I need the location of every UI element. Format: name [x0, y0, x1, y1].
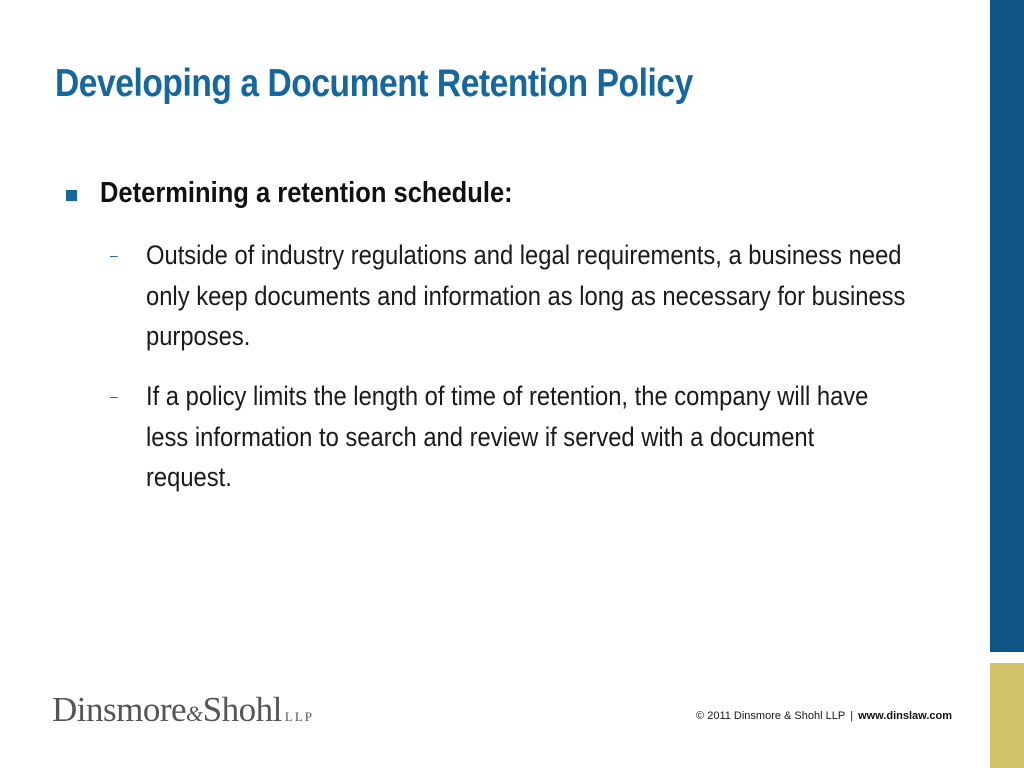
footer-separator: | — [850, 710, 854, 722]
logo-suffix: LLP — [284, 709, 314, 724]
slide-title: Developing a Document Retention Policy — [55, 62, 693, 105]
dash-marker: – — [110, 388, 118, 404]
copyright-text: © 2011 Dinsmore & Shohl LLP — [696, 710, 846, 722]
logo-name-part1: Dinsmore — [52, 690, 187, 729]
logo-name-part2: Shohl — [202, 690, 282, 729]
company-logo — [52, 690, 314, 730]
logo-ampersand: & — [186, 701, 203, 726]
sub-bullet-text: Outside of industry regulations and legal requirements, a business need only keep documents and information as long as necessary for business purposes. — [146, 240, 906, 351]
website-link[interactable]: www.dinslaw.com — [858, 710, 952, 722]
sub-bullet-text: If a policy limits the length of time of retention, the company will have less information to search and review if served with a document request. — [146, 381, 869, 492]
side-bar-gold — [990, 663, 1024, 768]
sub-bullet-item — [110, 235, 1010, 357]
square-bullet-icon — [66, 190, 77, 201]
bullet-item — [66, 174, 569, 212]
footer — [696, 710, 952, 722]
bullet-heading: Determining a retention schedule: — [100, 177, 513, 209]
dash-marker: – — [110, 247, 118, 263]
sub-bullet-item — [110, 376, 1010, 498]
